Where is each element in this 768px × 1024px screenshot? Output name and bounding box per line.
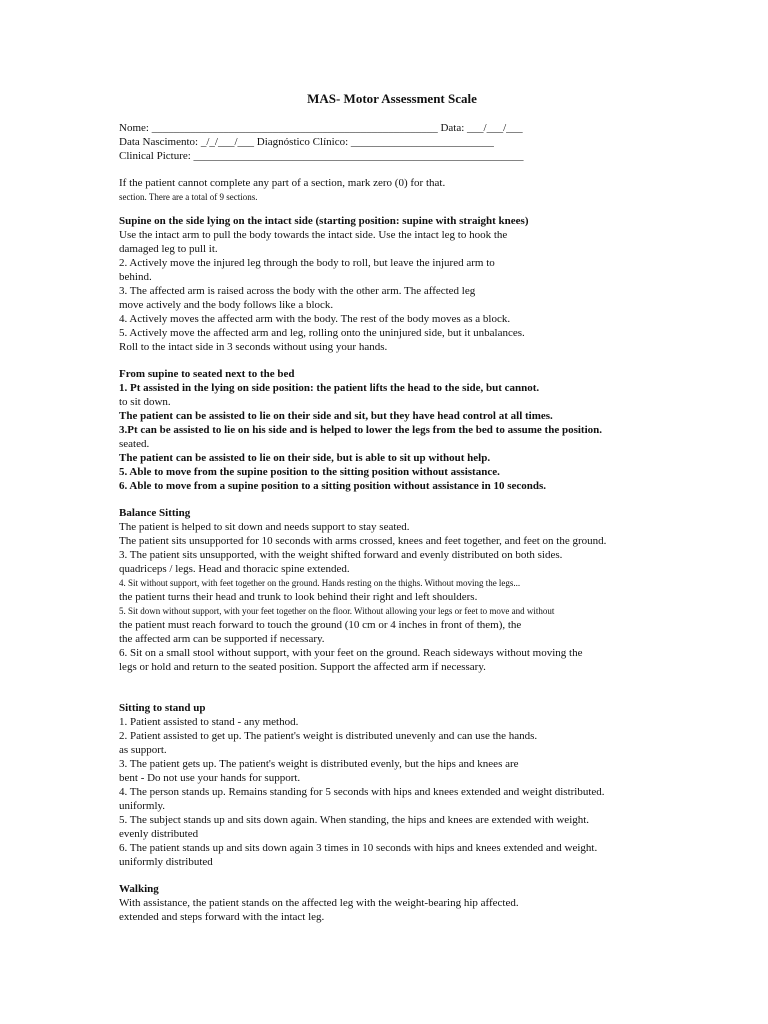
section-line: 5. Sit down without support, with your feet together on the floor. Without allowing your legs or feet to move and without — [119, 606, 555, 616]
section-line: legs or hold and return to the seated position. Support the affected arm if necessary. — [119, 661, 486, 673]
section-line: 5. Able to move from the supine position to the sitting position without assistance. — [119, 466, 500, 478]
section-line: The patient sits unsupported for 10 seconds with arms crossed, knees and feet together, and feet on the ground. — [119, 535, 607, 547]
section-line: 2. Patient assisted to get up. The patient's weight is distributed unevenly and can use the hands. — [119, 730, 538, 742]
section-line: the patient turns their head and trunk to look behind their right and left shoulders. — [119, 591, 478, 603]
intro-line: If the patient cannot complete any part of a section, mark zero (0) for that. — [119, 177, 446, 189]
section-line: The patient can be assisted to lie on their side and sit, but they have head control at all times. — [119, 410, 553, 422]
section-supine-side — [119, 214, 719, 354]
section-line: 1. Pt assisted in the lying on side position: the patient lifts the head to the side, but cannot. — [119, 382, 540, 394]
name-date-field: Nome: ____________________________________________________ Data: ___/___/___ — [119, 122, 523, 134]
section-line: With assistance, the patient stands on the affected leg with the weight-bearing hip affected. — [119, 897, 519, 909]
section-heading: Balance Sitting — [119, 507, 191, 519]
section-line: as support. — [119, 744, 167, 756]
section-line: behind. — [119, 271, 152, 283]
section-line: uniformly. — [119, 800, 166, 812]
section-heading: Sitting to stand up — [119, 702, 206, 714]
section-line: 2. Actively move the injured leg through the body to roll, but leave the injured arm to — [119, 257, 495, 269]
section-line: 3. The patient sits unsupported, with the weight shifted forward and evenly distributed on both sides. — [119, 549, 563, 561]
section-line: 1. Patient assisted to stand - any method. — [119, 716, 299, 728]
section-line: the patient must reach forward to touch the ground (10 cm or 4 inches in front of them), the — [119, 619, 522, 631]
section-balance-sitting — [119, 506, 719, 674]
intro-note: section. There are a total of 9 sections. — [119, 192, 258, 202]
document-title: MAS- Motor Assessment Scale — [307, 91, 477, 106]
section-line: bent - Do not use your hands for support. — [119, 772, 301, 784]
section-line: extended and steps forward with the intact leg. — [119, 911, 325, 923]
header-fields — [119, 121, 719, 163]
section-line: seated. — [119, 438, 150, 450]
section-line: uniformly distributed — [119, 856, 213, 868]
section-line: 3.Pt can be assisted to lie on his side and is helped to lower the legs from the bed to assume the position. — [119, 424, 603, 436]
birth-diagnosis-field: Data Nascimento: _/_/___/___ Diagnóstico Clínico: __________________________ — [119, 136, 494, 148]
section-line: The patient is helped to sit down and needs support to stay seated. — [119, 521, 410, 533]
section-line: 4. Sit without support, with feet together on the ground. Hands resting on the thighs. Without moving the legs... — [119, 578, 521, 588]
section-line: the affected arm can be supported if necessary. — [119, 633, 325, 645]
section-line: 4. The person stands up. Remains standing for 5 seconds with hips and knees extended and weight distributed. — [119, 786, 605, 798]
section-line: quadriceps / legs. Head and thoracic spine extended. — [119, 563, 350, 575]
document-page — [119, 92, 719, 924]
section-line: Roll to the intact side in 3 seconds without using your hands. — [119, 341, 388, 353]
section-line: 6. Able to move from a supine position to a sitting position without assistance in 10 seconds. — [119, 480, 547, 492]
section-line: to sit down. — [119, 396, 171, 408]
section-heading: From supine to seated next to the bed — [119, 368, 295, 380]
section-line: The patient can be assisted to lie on their side, but is able to sit up without help. — [119, 452, 491, 464]
section-sitting-to-stand — [119, 701, 719, 869]
section-line: 5. Actively move the affected arm and leg, rolling onto the uninjured side, but it unbalances. — [119, 327, 525, 339]
section-line: evenly distributed — [119, 828, 199, 840]
section-line: 6. The patient stands up and sits down again 3 times in 10 seconds with hips and knees extended and weight. — [119, 842, 598, 854]
section-line: 3. The affected arm is raised across the body with the other arm. The affected leg — [119, 285, 476, 297]
section-line: Use the intact arm to pull the body towards the intact side. Use the intact leg to hook the — [119, 229, 508, 241]
intro-instructions — [119, 176, 719, 204]
section-supine-to-seated — [119, 367, 719, 493]
section-heading: Supine on the side lying on the intact side (starting position: supine with straight knees) — [119, 215, 529, 227]
section-walking — [119, 882, 719, 924]
section-line: damaged leg to pull it. — [119, 243, 218, 255]
clinical-picture-field: Clinical Picture: ____________________________________________________________ — [119, 150, 524, 162]
section-line: move actively and the body follows like a block. — [119, 299, 334, 311]
section-line: 5. The subject stands up and sits down again. When standing, the hips and knees are extended with weight. — [119, 814, 590, 826]
section-line: 3. The patient gets up. The patient's weight is distributed evenly, but the hips and knees are — [119, 758, 519, 770]
section-line: 6. Sit on a small stool without support, with your feet on the ground. Reach sideways without moving the — [119, 647, 583, 659]
section-line: 4. Actively moves the affected arm with the body. The rest of the body moves as a block. — [119, 313, 511, 325]
section-heading: Walking — [119, 883, 159, 895]
